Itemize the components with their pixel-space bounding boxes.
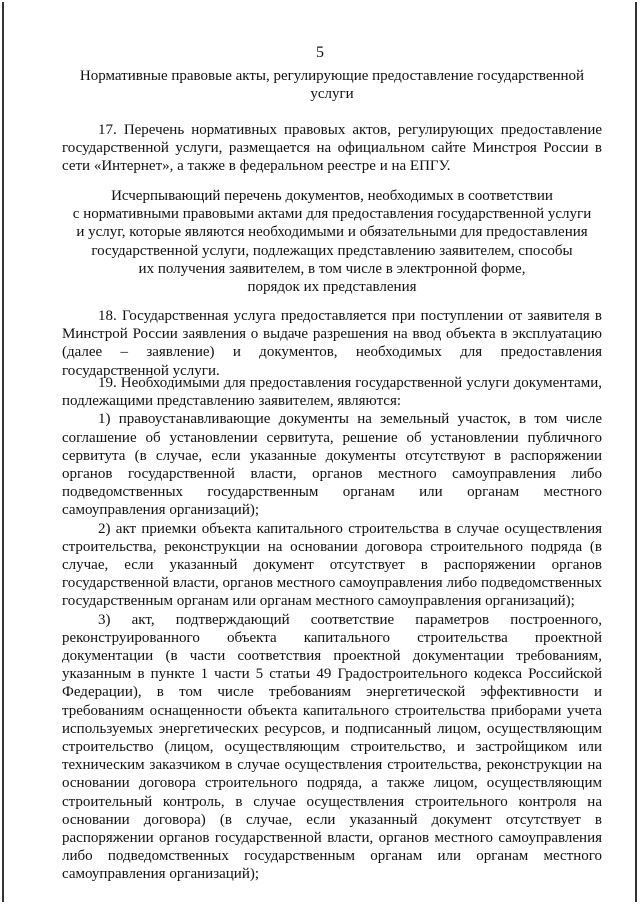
paragraph-17: 17. Перечень нормативных правовых актов, регулирующих предоставление государственной услуги, размещается на официальном сайте Минстроя России в сети «Интернет», а также в федеральном реестре и на ЕПГУ. [62,122,602,175]
list-item-3: 3) акт, подтверждающий соответствие параметров построенного, реконструированного объекта капитального строительства проектной документации (в части соответствия проектной документации требованиям, указанным в пункте 1 части 5 статьи 49 Градостроительного кодекса Российской Федерации), в том числе требованиям энергетической эффективности и требованиям оснащенности объекта капитального строительства приборами учета используемых энергетических ресурсов, и подписанный лицом, осуществляющим строительство (лицом, осуществляющим строительство, и застройщиком или техническим заказчиком в случае осуществления строительства, реконструкции на основании договора строительного подряда, а также лицом, осуществляющим строительный контроль, в случае осуществления строительного контроля на основании договора) (в случае, если указанный документ отсутствует в распоряжении органов государственной власти, органов местного самоуправления либо подведомственных государственным органам или органам местного самоуправления организаций); [62,611,602,883]
list-item-2: 2) акт приемки объекта капитального строительства в случае осуществления строительства, реконструкции на основании договора строительного подряда (в случае, если указанный документ отсутствует в распоряжении органов государственной власти, органов местного самоуправления либо подведомственных государственным органам или органам местного самоуправления организаций); [62,520,602,610]
paragraph-18: 18. Государственная услуга предоставляется при поступлении от заявителя в Минстрой России заявления о выдаче разрешения на ввод объекта в эксплуатацию (далее – заявление) и документов, необходимых для предоставления государственной услуги. [62,308,602,379]
section-heading-2 [62,187,602,296]
list-item-1: 1) правоустанавливающие документы на земельный участок, в том числе соглашение об установлении сервитута, решение об установлении публичного сервитута (в случае, если указанные документы отсутствуют в распоряжении органов государственной власти, органов местного самоуправления либо подведомственных государственным органам или органам местного самоуправления организаций); [62,411,602,519]
section-heading-1: Нормативные правовые акты, регулирующие предоставление государственной услуги [79,68,585,103]
heading2-line: с нормативными правовыми актами для предоставления государственной услуги [72,206,592,223]
paragraph-19: 19. Необходимыми для предоставления государственной услуги документами, подлежащими представлению заявителем, являются: [62,375,602,410]
heading2-line: их получения заявителем, в том числе в электронной форме, [138,260,526,277]
page-number: 5 [316,44,324,61]
paragraphs-19 [62,374,602,884]
heading2-line: порядок их представления [247,279,417,296]
heading2-line: государственной услуги, подлежащих представлению заявителем, способы [91,242,573,259]
heading2-line: Исчерпывающий перечень документов, необходимых в соответствии [111,188,553,204]
heading2-line: и услуг, которые являются необходимыми и обязательными для предоставления [76,224,588,241]
